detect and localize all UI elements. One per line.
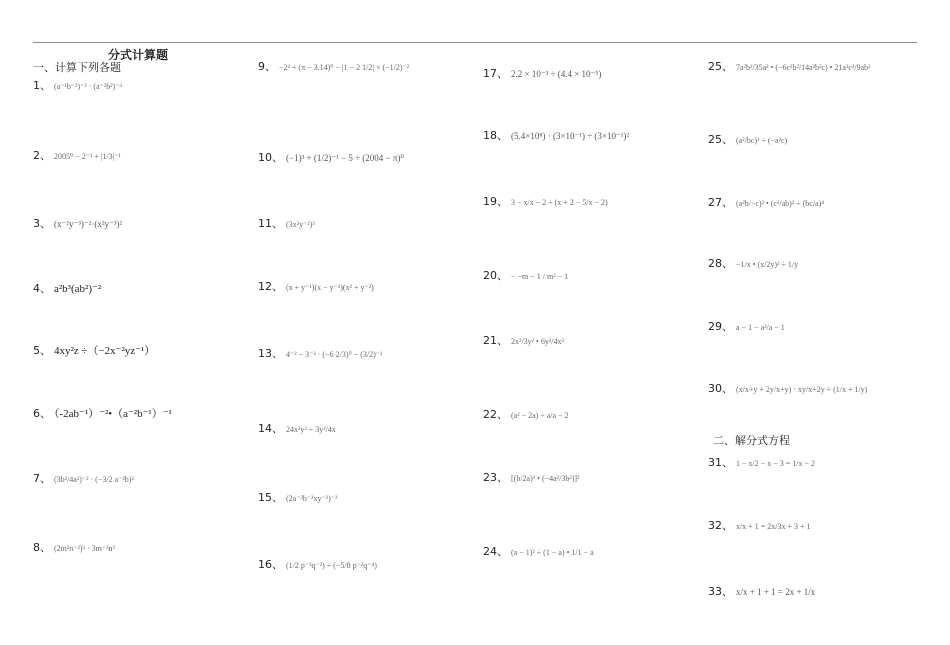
problem-15 — [258, 486, 337, 505]
problem-expression: (3b²/4a²)⁻² · (−3/2 a⁻²b)² — [54, 475, 134, 484]
problem-expression: 24x²y³ ÷ 3y²/4x — [286, 425, 336, 434]
problem-expression: (a²b/−c)³ • (c²/ab)² ÷ (bc/a)⁴ — [736, 199, 825, 208]
problem-13 — [258, 342, 382, 361]
problem-expression: 2.2 × 10⁻³ ÷ (4.4 × 10⁻⁵) — [511, 69, 602, 79]
problem-number: 21、 — [483, 334, 508, 347]
problem-25 — [708, 55, 871, 74]
problem-number: 29、 — [708, 320, 733, 333]
problem-number: 4、 — [33, 282, 51, 295]
problem-31 — [708, 451, 815, 470]
problem-26 — [708, 128, 787, 147]
problem-expression: (3x²y⁻²)³ — [286, 220, 315, 229]
problem-number: 25、 — [708, 133, 733, 146]
problem-number: 12、 — [258, 280, 283, 293]
problem-28 — [708, 252, 798, 271]
problem-number: 3、 — [33, 217, 51, 230]
problem-21 — [483, 329, 564, 348]
problem-33 — [708, 580, 815, 599]
problem-12 — [258, 275, 374, 294]
problem-number: 19、 — [483, 195, 508, 208]
problem-expression: a²b³(ab²)⁻² — [54, 283, 102, 295]
problem-8 — [33, 536, 115, 555]
problem-11 — [258, 212, 315, 231]
problem-expression: 1 − x/2 − x − 3 = 1/x − 2 — [736, 459, 816, 468]
problem-expression: 3 − x/x − 2 ÷ (x + 2 − 5/x − 2) — [511, 198, 608, 207]
problem-expression: (x⁻²y⁻³)⁻²·(x²y⁻³)² — [54, 219, 123, 229]
problem-9 — [258, 55, 409, 74]
problem-expression: (1/2 p⁻³q⁻²) ÷ (−5/8 p⁻²q⁻⁴) — [286, 561, 377, 570]
problem-number: 2、 — [33, 149, 51, 162]
problem-4 — [33, 277, 101, 296]
problem-number: 31、 — [708, 456, 733, 469]
problem-number: 27、 — [708, 196, 733, 209]
problem-expression: (−1)³ + (1/2)⁻¹ − 5 ÷ (2004 − π)⁰ — [286, 153, 405, 163]
problem-expression: (2a⁻³b⁻²xy⁻²)⁻² — [286, 494, 338, 503]
problem-14 — [258, 417, 336, 436]
problem-18 — [483, 124, 629, 143]
problem-number: 15、 — [258, 491, 283, 504]
problem-expression: (x + y⁻¹)(x − y⁻¹)(x² + y⁻²) — [286, 283, 374, 292]
page-title: 分式计算题 — [108, 48, 169, 62]
problem-number: 33、 — [708, 585, 733, 598]
problem-expression: 4xy²z ÷（−2x⁻²yz⁻¹） — [54, 345, 156, 357]
problem-number: 24、 — [483, 545, 508, 558]
problem-2 — [33, 144, 121, 163]
problem-number: 28、 — [708, 257, 733, 270]
problem-30 — [708, 377, 867, 396]
problem-expression: [(b/2a)³ • (−4a²/3b²)]² — [511, 474, 580, 483]
problem-number: 13、 — [258, 347, 283, 360]
problem-5 — [33, 339, 155, 358]
problem-3 — [33, 212, 122, 231]
problem-number: 17、 — [483, 67, 508, 80]
problem-number: 25、 — [708, 60, 733, 73]
problem-expression: (5.4×10⁸) · (3×10⁻¹) ÷ (3×10⁻¹)² — [511, 131, 630, 141]
problem-expression: −2² + (π − 3.14)⁰ − |1 − 2 1/2| × (−1/2)⁻² — [279, 63, 410, 72]
problem-expression: (a − 1)² ÷ (1 − a) • 1/1 − a — [511, 548, 594, 557]
problem-number: 9、 — [258, 60, 276, 73]
problem-expression: (x/x+y + 2y/x+y) · xy/x+2y ÷ (1/x + 1/y) — [736, 385, 868, 394]
problem-29 — [708, 315, 785, 334]
problem-expression: a − 1 − a²/a − 1 — [736, 323, 785, 332]
problem-10 — [258, 146, 404, 165]
problem-22 — [483, 403, 569, 422]
problem-27 — [708, 191, 824, 210]
problem-number: 11、 — [258, 217, 283, 230]
problem-expression: x/x + 1 + 1 = 2x + 1/x — [736, 587, 816, 597]
problem-expression: 2005⁰ − 2⁻¹ + |1/3|⁻¹ — [54, 152, 121, 161]
problem-number: 20、 — [483, 269, 508, 282]
section-heading-equations: 二、解分式方程 — [713, 434, 790, 447]
problem-17 — [483, 62, 601, 81]
problem-number: 23、 — [483, 471, 508, 484]
problem-number: 32、 — [708, 519, 733, 532]
problem-1 — [33, 74, 122, 93]
problem-number: 16、 — [258, 558, 283, 571]
problem-20 — [483, 264, 568, 283]
problem-19 — [483, 190, 608, 209]
problem-expression: 7a²b²/35a² • (−6c²b²/14a²b²c) • 21a²c²/9ab² — [736, 63, 871, 72]
problem-32 — [708, 514, 811, 533]
top-rule — [33, 42, 917, 43]
problem-expression: (a²/bc)³ ÷ (−a²c) — [736, 136, 788, 145]
problem-expression: x/x + 1 = 2x/3x + 3 + 1 — [736, 522, 811, 531]
problem-number: 7、 — [33, 472, 51, 485]
problem-number: 18、 — [483, 129, 508, 142]
problem-expression: 4⁻² − 3⁻² · (−6 2/3)⁰ − (3/2)⁻¹ — [286, 350, 383, 359]
problem-number: 30、 — [708, 382, 733, 395]
problem-6 — [33, 402, 172, 421]
problem-number: 14、 — [258, 422, 283, 435]
problem-24 — [483, 540, 594, 559]
problem-number: 8、 — [33, 541, 51, 554]
problem-number: 10、 — [258, 151, 283, 164]
problem-expression: (a⁻¹b⁻²)⁻² · (a⁻²b²)⁻³ — [54, 82, 122, 91]
problem-number: 5、 — [33, 344, 51, 357]
problem-23 — [483, 466, 579, 485]
problem-expression: (2m²n⁻²)³ · 3m⁻³n³ — [54, 544, 115, 553]
problem-expression: −1/x • (x/2y)² ÷ 1/y — [736, 260, 799, 269]
problem-expression: − −m − 1 / m² − 1 — [511, 272, 569, 281]
problem-16 — [258, 553, 377, 572]
problem-expression: (a² − 2a) ÷ a/a − 2 — [511, 411, 569, 420]
problem-7 — [33, 467, 134, 486]
section-heading-calculation: 一、计算下列各题 — [33, 61, 121, 74]
problem-expression: （-2ab⁻¹）⁻²•（a⁻²b⁻¹）⁻¹ — [54, 408, 172, 420]
problem-number: 1、 — [33, 79, 51, 92]
problem-number: 22、 — [483, 408, 508, 421]
problem-expression: 2x²/3y² • 6y²/4x³ — [511, 337, 564, 346]
problem-number: 6、 — [33, 407, 51, 420]
